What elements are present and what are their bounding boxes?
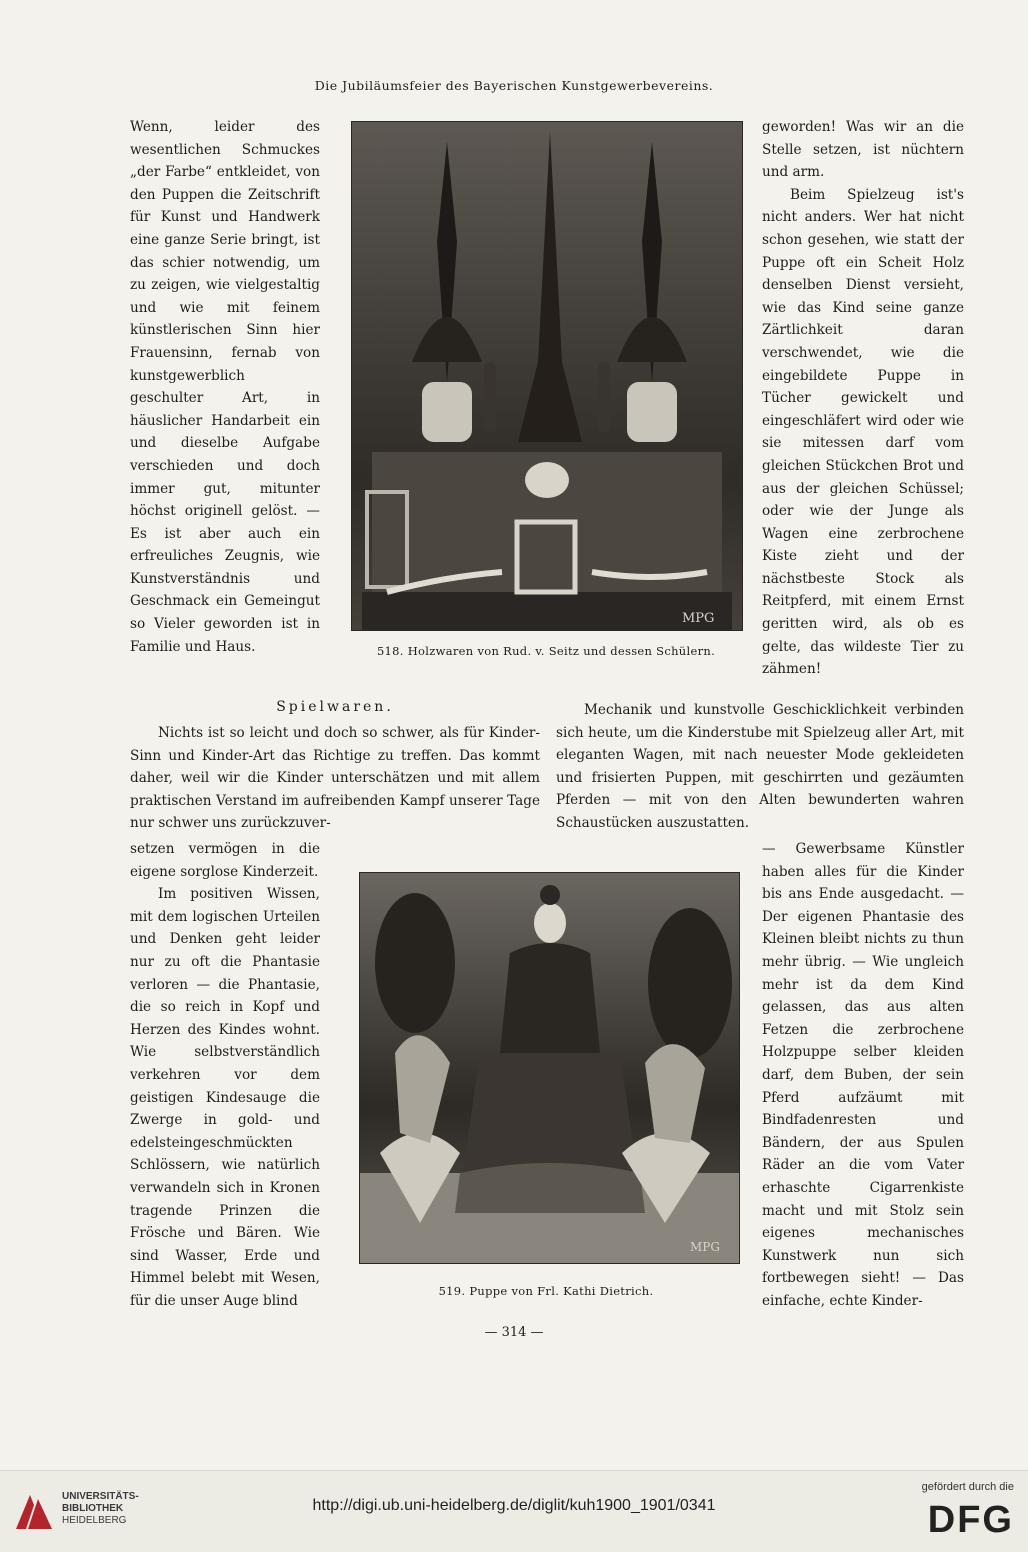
woodwork-illustration	[352, 122, 742, 630]
text-column-mid-right	[556, 699, 964, 835]
text-column-left-top	[130, 116, 320, 658]
paragraph: Beim Spielzeug ist's nicht anders. Wer hat nicht schon gesehen, wie statt der Puppe oft ein Scheit Holz denselben Dienst versieht, wie das Kind seine ganze Zärtlichkeit daran verschwendet, wie die eingebildete Puppe in Tücher gewickelt und eingeschläfert wird oder wie sie mitessen darf vom gleichen Stückchen Brot und aus der gleichen Schüssel; oder wie der Junge als Wagen eine zerbrochene Kiste zieht und der nächstbeste Stock als Reitpferd, mit einem Ernst geritten wird, als ob es gelte, das wildeste Tier zu zähmen!	[762, 186, 964, 678]
figure-518-caption: 518. Holzwaren von Rud. v. Seitz und dessen Schülern.	[376, 644, 716, 658]
paragraph: Im positiven Wissen, mit dem logischen Urteilen und Denken geht leider nur zu oft die Phantasie verloren — die Phantasie, die so reich in Kopf und Herzen des Kindes wohnt. Wie selbstverständlich verkehren vor dem geistigen Kindesauge die Zwerge in gold- und edelsteingeschmückten Schlössern, wie natürlich verwandeln sich in Kronen tragende Prinzen die Frösche und Bären. Wie sind Wasser, Erde und Himmel belebt mit Wesen, für die unser Auge blind	[130, 886, 320, 1309]
figure-519-doll	[359, 872, 740, 1264]
figure-518-woodwork	[351, 121, 743, 631]
paragraph: — Gewerbsame Künstler haben alles für die Kinder bis ans Ende ausgedacht. — Der eigenen Phantasie des Kleinen bleibt nichts zu thun mehr übrig. — Wie ungleich mehr ist da dem Kind gelassen, das aus alten Fetzen die zerbrochene Holzpuppe selber kleiden darf, dem Buben, der sein Pferd aufzäumt mit Bindfadenresten und Bändern, der aus Spulen Räder an die vom Vater erhaschte Cigarrenkiste macht und mit Stolz sein eigenes mechanisches Kunstwerk nun sich fortbewegen sieht! — Das einfache, echte Kinder-	[762, 841, 964, 1309]
text-column-mid-left	[130, 722, 540, 835]
section-heading: Spielwaren.	[276, 699, 394, 715]
figure-monogram: MPG	[682, 611, 715, 626]
paragraph: Wenn, leider des wesentlichen Schmuckes „der Farbe“ entkleidet, von den Puppen die Zeitschrift für Kunst und Handwerk eine ganze Serie bringt, ist das schier notwendig, um zu zeigen, wie vielgestaltig und wie mit feinem künstlerischen Sinn hier Frauensinn, fernab von kunstgewerblich geschulter Art, in häuslicher Handarbeit ein und dieselbe Aufgabe verschieden und doch immer gut, mitunter höchst originell gelöst. — Es ist aber auch ein erfreuliches Zeugnis, wie Kunstverständnis und Geschmack ein Gemeingut so Vieler geworden ist in Familie und Haus.	[130, 119, 320, 655]
dfg-logo: DFG	[927, 1499, 1014, 1541]
paragraph: geworden! Was wir an die Stelle setzen, ist nüchtern und arm.	[762, 119, 964, 181]
library-name-line: BIBLIOTHEK	[62, 1503, 124, 1514]
footer-bar	[0, 1470, 1028, 1552]
permalink-url[interactable]: http://digi.ub.uni-heidelberg.de/diglit/kuh1900_1901/0341	[312, 1497, 716, 1514]
figure-monogram: MPG	[690, 1240, 720, 1254]
library-name-line: UNIVERSITÄTS-	[62, 1491, 139, 1502]
paragraph: Mechanik und kunstvolle Geschicklichkeit verbinden sich heute, um die Kinderstube mit Spielzeug aller Art, mit eleganten Wagen, mit nach neuester Mode gekleideten und frisierten Puppen, mit geschirrten und gezäumten Pferden — mit von den Alten bewunderten wahren Schaustücken auszustatten.	[556, 702, 964, 831]
text-column-right-top	[762, 116, 964, 681]
paragraph: setzen vermögen in die eigene sorglose Kinderzeit.	[130, 841, 320, 880]
text-column-left-bottom	[130, 838, 320, 1312]
doll-illustration	[360, 873, 739, 1263]
running-head: Die Jubiläumsfeier des Bayerischen Kunstgewerbevereins.	[314, 78, 714, 93]
page-number: — 314 —	[484, 1325, 544, 1340]
funding-label: gefördert durch die	[921, 1481, 1014, 1493]
paragraph: Nichts ist so leicht und doch so schwer, als für Kinder-Sinn und Kinder-Art das Richtige zu treffen. Das kommt daher, weil wir die Kinder unterschätzen und mit allem praktischen Verstand im aufreibenden Kampf unserer Tage nur schwer uns zurückzuver-	[130, 725, 540, 832]
text-column-right-bottom	[762, 838, 964, 1312]
library-name-line: HEIDELBERG	[62, 1515, 127, 1526]
figure-519-caption: 519. Puppe von Frl. Kathi Dietrich.	[438, 1284, 654, 1298]
